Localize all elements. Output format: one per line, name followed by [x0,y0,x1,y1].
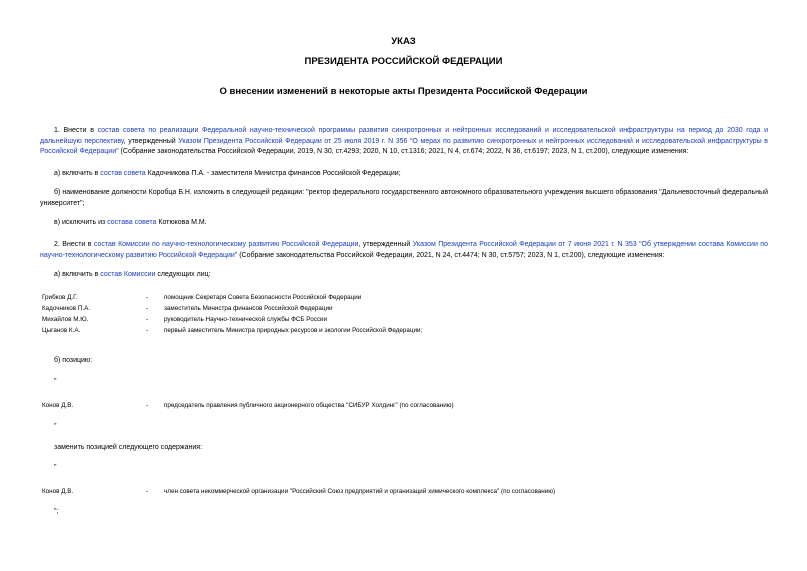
person-desc: руководитель Научно-технической службы ФСБ России [164,316,328,323]
position-new-name: Конов Д.В. [42,488,74,495]
p2-text-c: (Собрание законодательства Российской Федерации, 2021, N 24, ст.4474; N 30, ст.5757; 2023, N 1, ст.200), следующие изменения: [237,251,665,259]
person-name: Грибков Д.Г. [42,294,78,301]
paragraph-1v [40,218,768,229]
pv-text-b: Котюкова М.М. [156,219,207,226]
position-old-dash: - [146,402,149,409]
person-dash: - [146,294,149,301]
link-sostav-komissii[interactable]: состав Комиссии по научно-технологическому развитию Российской Федерации [93,241,359,248]
replace-text: заменить позицией следующего содержания: [54,444,203,451]
link-ukaz-353[interactable]: Указом Президента Российской Федерации от 7 июня 2021 г. N 353 "Об утверждении состава Комиссии по научно-технологическому развитию Российской Федерации" [40,241,768,259]
position-old-desc: председатель правления публичного акционерного общества "СИБУР Холдинг" (по согласованию) [164,402,454,409]
link-sostava-soveta[interactable]: состава совета [107,219,157,226]
position-old-name: Конов Д.В. [42,402,74,409]
doc-title-ukaz: УКАЗ [391,36,416,47]
paragraph-2 [40,240,768,261]
pa-text-b: Кадочникова П.А. - заместителя Министра финансов Российской Федерации; [145,170,401,177]
doc-subtitle: О внесении изменений в некоторые акты Президента Российской Федерации [219,86,588,97]
link-sostav-komissii-2[interactable]: состав Комиссии [100,271,156,278]
person-desc: первый заместитель Министра природных ресурсов и экологии Российской Федерации; [164,327,423,334]
link-sostav-soveta-2[interactable]: состав совета [100,170,146,177]
person-dash: - [146,327,149,334]
p1-text-b: , утвержденный [123,137,179,145]
pa-text-a: а) включить в [54,170,101,177]
paragraph-1b: б) наименование должности Коробца Б.Н. изложить в следующей редакции: "ректор федерального государственного автономного образовательного учреждения высшего образования "Дальневосточный федеральный университет"; [40,189,768,207]
quote-open-2: " [54,464,57,471]
link-ukaz-356[interactable]: Указом Президента Российской Федерации от 25 июля 2019 г. N 356 "О мерах по развитию синхротронных и нейтронных исследований и исследовательской инфраструктуры в Российской Федерации" [40,137,768,155]
doc-title-president: ПРЕЗИДЕНТА РОССИЙСКОЙ ФЕДЕРАЦИИ [304,56,503,67]
person-dash: - [146,305,149,312]
p1-text-c: (Собрание законодательства Российской Федерации, 2019, N 30, ст.4293; 2020, N 10, ст.1316; 2021, N 4, ст.674; 2022, N 36, ст.6197; 2023, N 1, ст.200), следующие изменения: [118,148,689,155]
paragraph-1a [40,169,768,180]
position-new-dash: - [146,488,149,495]
position-new-desc: член совета некоммерческой организации "Российский Союз предприятий и организаций химического комплекса" (по согласованию) [164,488,556,495]
link-sostav-soveta[interactable]: состав совета по реализации Федеральной научно-технической программы развития синхротронных и нейтронных исследований и исследовательской инфраструктуры на период до 2030 года и дальнейшую перспективу [40,127,768,145]
pv-text-a: в) исключить из [54,219,108,226]
quote-end: "; [54,508,59,515]
person-name: Кадочников П.А. [42,305,91,312]
person-desc: помощник Секретаря Совета Безопасности Российской Федерации [164,294,362,301]
person-name: Цыганов К.А. [42,327,81,334]
paragraph-2a [40,270,768,281]
p2a-text-a: а) включить в [54,271,101,278]
paragraph-2b: б) позицию: [54,357,93,364]
person-desc: заместитель Министра финансов Российской Федерации [164,305,333,312]
p1-text-a: 1. Внести в [54,127,98,134]
quote-close: " [54,423,57,430]
p2a-text-b: следующих лиц: [155,271,211,278]
person-dash: - [146,316,149,323]
p2-text-a: 2. Внести в [54,241,94,248]
person-name: Михайлов М.Ю. [42,316,89,323]
paragraph-1 [40,126,768,158]
quote-open: " [54,378,57,385]
p2-text-b: , утвержденный [358,241,413,248]
